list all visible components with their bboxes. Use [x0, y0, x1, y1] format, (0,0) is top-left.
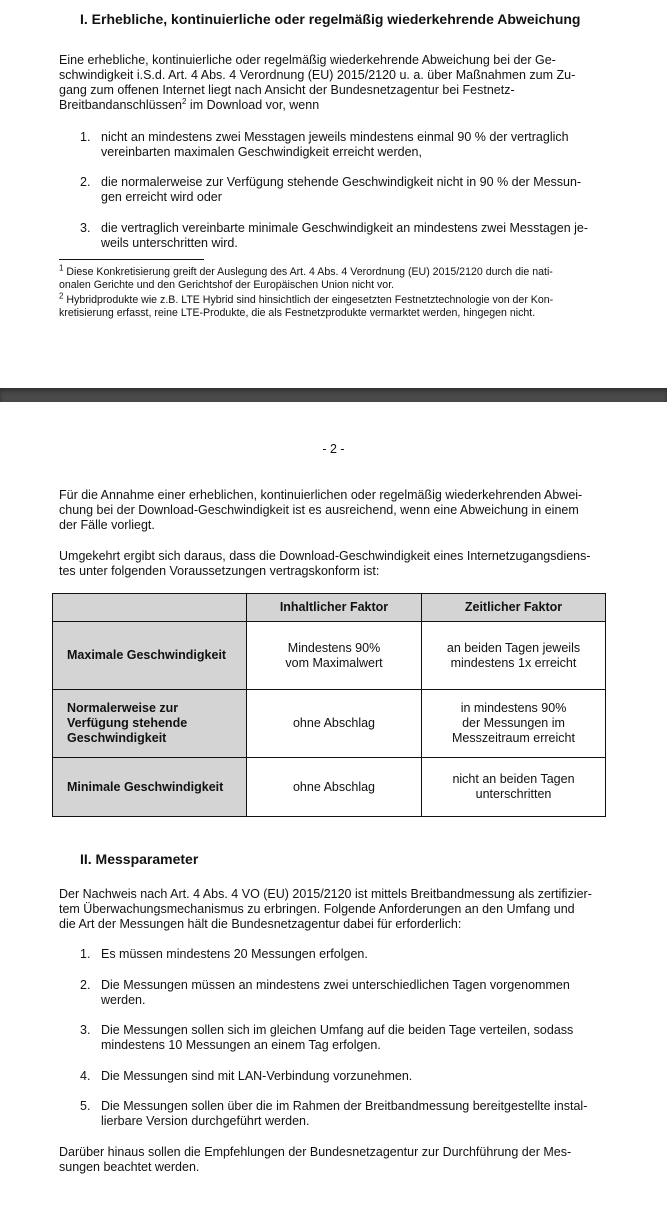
text-line: weils unterschritten wird.: [101, 236, 238, 250]
cell-line: Minimale Geschwindigkeit: [67, 779, 224, 794]
table-header-content-factor: Inhaltlicher Faktor: [247, 594, 422, 622]
cell-line: mindestens 1x erreicht: [450, 655, 577, 670]
page-number: - 2 -: [322, 442, 345, 456]
paragraph: [59, 549, 619, 579]
text-line: schwindigkeit i.S.d. Art. 4 Abs. 4 Verordnung (EU) 2015/2120 u. a. über Maßnahmen zum Zu-: [59, 68, 576, 82]
row-label: [53, 690, 247, 758]
cell-line: Messzeitraum erreicht: [452, 731, 575, 745]
text-line: die normalerweise zur Verfügung stehende Geschwindigkeit nicht in 90 % der Messun-: [101, 175, 582, 189]
cell-line: der Messungen im: [462, 716, 565, 730]
text-line: onalen Gerichte und den Gerichtshof der Europäischen Union nicht vor.: [59, 279, 395, 291]
text-line: Die Messungen sollen sich im gleichen Umfang auf die beiden Tage verteilen, sodass: [101, 1023, 574, 1037]
text-line: Darüber hinaus sollen die Empfehlungen der Bundesnetzagentur zur Durchführung der Mes-: [59, 1145, 572, 1159]
document-page-1: [0, 0, 667, 388]
table-header-empty: [53, 594, 247, 622]
text-line: gen erreicht wird oder: [101, 190, 222, 204]
text-line: die Art der Messungen hält die Bundesnetzagentur dabei für erforderlich:: [59, 917, 462, 931]
table-cell: [422, 622, 606, 690]
table-cell: [422, 690, 606, 758]
cell-line: nicht an beiden Tagen: [452, 772, 575, 786]
list-number: 3.: [80, 1023, 91, 1037]
list-number: 3.: [80, 221, 91, 235]
cell-line: vom Maximalwert: [285, 655, 383, 670]
text-line: Die Messungen müssen an mindestens zwei unterschiedlichen Tagen vorgenommen: [101, 978, 570, 992]
table-cell: [247, 690, 422, 758]
cell-line: Normalerweise zur: [67, 701, 179, 715]
text-line: Der Nachweis nach Art. 4 Abs. 4 VO (EU) 2015/2120 ist mittels Breitbandmessung als zertifizier-: [59, 887, 592, 901]
text-line: tem Überwachungsmechanismus zu erbringen. Folgende Anforderungen an den Umfang und: [59, 902, 575, 916]
conformity-table: [52, 593, 606, 817]
text-line: chung bei der Download-Geschwindigkeit ist es ausreichend, wenn eine Abweichung in einem: [59, 503, 579, 517]
text-fragment: Breitbandanschlüssen: [59, 98, 182, 112]
list-number: 2.: [80, 175, 91, 189]
text-line: Umgekehrt ergibt sich daraus, dass die Download-Geschwindigkeit eines Internetzugangsdiens-: [59, 549, 591, 563]
table-row: [53, 758, 606, 817]
text-line: werden.: [101, 993, 146, 1007]
text-line: sungen beachtet werden.: [59, 1160, 200, 1174]
text-line: [59, 291, 624, 307]
cell-line: Maximale Geschwindigkeit: [67, 648, 227, 662]
footnote-separator: [59, 259, 204, 260]
row-label: [53, 758, 247, 817]
text-line: die vertraglich vereinbarte minimale Geschwindigkeit an mindestens zwei Messtagen je-: [101, 221, 589, 235]
list-number: 2.: [80, 978, 91, 992]
list-number: 1.: [80, 947, 91, 961]
text-line: mindestens 10 Messungen an einem Tag erfolgen.: [101, 1038, 381, 1052]
text-line: Es müssen mindestens 20 Messungen erfolgen.: [101, 947, 368, 961]
paragraph: [59, 488, 619, 533]
table-header-row: [53, 594, 606, 622]
table-cell: [247, 758, 422, 817]
list-number: 4.: [80, 1069, 91, 1083]
text-line: Die Messungen sind mit LAN-Verbindung vorzunehmen.: [101, 1069, 413, 1083]
section-heading-1: I. Erhebliche, kontinuierliche oder regelmäßig wiederkehrende Abweichung: [80, 11, 581, 27]
text-line: lierbare Version durchgeführt werden.: [101, 1114, 310, 1128]
footnote-mark: 1: [59, 263, 64, 273]
text-line: nicht an mindestens zwei Messtagen jeweils mindestens einmal 90 % der vertraglich: [101, 130, 569, 144]
text-line: [59, 98, 619, 113]
cell-line: Verfügung stehende: [67, 716, 188, 730]
footnote: [59, 291, 624, 320]
footnote: [59, 263, 624, 292]
text-fragment: Hybridprodukte wie z.B. LTE Hybrid sind hinsichtlich der eingesetzten Festnetztechnologie von der Kon-: [63, 294, 554, 306]
footnote-ref: 2: [182, 96, 187, 106]
table-row: [53, 690, 606, 758]
cell-line: Geschwindigkeit: [67, 731, 167, 745]
cell-line: an beiden Tagen jeweils: [446, 640, 581, 655]
text-line: vereinbarten maximalen Geschwindigkeit erreicht werden,: [101, 145, 422, 159]
list-number: 5.: [80, 1099, 91, 1113]
table-cell: [247, 622, 422, 690]
cell-line: ohne Abschlag: [292, 779, 375, 794]
text-fragment: im Download vor, wenn: [186, 98, 320, 112]
document-page-2: [0, 402, 667, 1213]
text-line: gang zum offenen Internet liegt nach Ansicht der Bundesnetzagentur bei Festnetz-: [59, 83, 515, 97]
cell-line: unterschritten: [475, 787, 552, 801]
cell-line: ohne Abschlag: [292, 716, 375, 730]
page-separator: [0, 388, 667, 402]
cell-line: Mindestens 90%: [287, 640, 381, 655]
table-row: [53, 622, 606, 690]
text-line: tes unter folgenden Voraussetzungen vertragskonform ist:: [59, 564, 380, 578]
text-line: kretisierung erfasst, reine LTE-Produkte, die als Festnetzprodukte vermarktet werden, hingegen nicht.: [59, 307, 536, 319]
table-header-time-factor: Zeitlicher Faktor: [422, 594, 606, 622]
footnote-mark: 2: [59, 291, 64, 301]
text-fragment: Diese Konkretisierung greift der Auslegung des Art. 4 Abs. 4 Verordnung (EU) 2015/2120 durch die nati-: [63, 266, 553, 278]
table-cell: [422, 758, 606, 817]
cell-line: in mindestens 90%: [460, 701, 567, 715]
list-number: 1.: [80, 130, 91, 144]
text-line: [59, 263, 624, 279]
paragraph: [59, 887, 619, 932]
text-line: Eine erhebliche, kontinuierliche oder regelmäßig wiederkehrende Abweichung bei der Ge-: [59, 53, 556, 67]
text-line: Für die Annahme einer erheblichen, kontinuierlichen oder regelmäßig wiederkehrenden Abwei-: [59, 488, 583, 502]
text-line: der Fälle vorliegt.: [59, 518, 155, 532]
text-line: Die Messungen sollen über die im Rahmen der Breitbandmessung bereitgestellte instal-: [101, 1099, 588, 1113]
intro-paragraph: [59, 53, 619, 113]
section-heading-2: II. Messparameter: [80, 851, 199, 867]
row-label: [53, 622, 247, 690]
closing-paragraph: [59, 1145, 619, 1175]
